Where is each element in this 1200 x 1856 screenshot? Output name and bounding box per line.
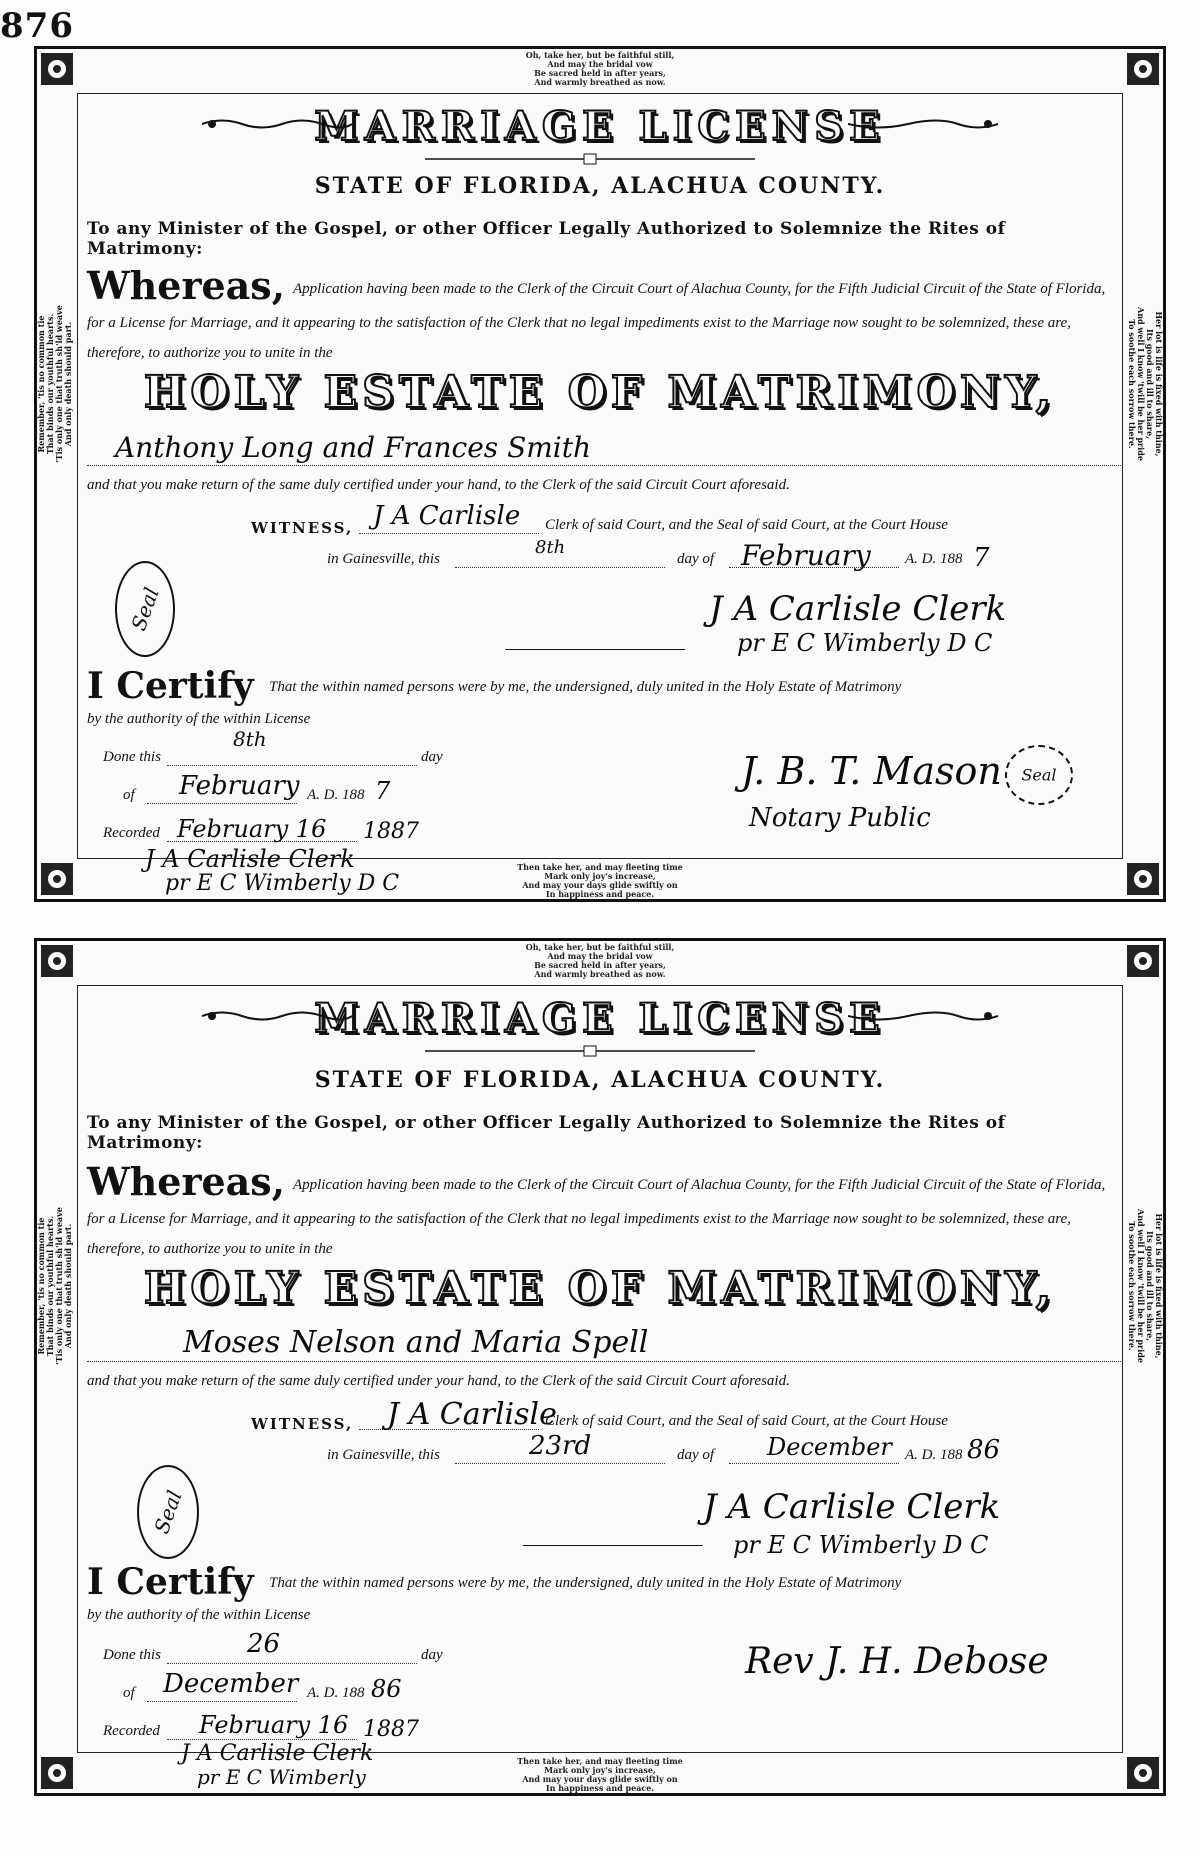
court-seal: Seal: [137, 1465, 199, 1559]
of-label: of: [123, 787, 135, 803]
clerk-signature: J A Carlisle Clerk: [703, 1487, 1001, 1527]
address-line: To any Minister of the Gospel, or other Officer Legally Authorized to Solemnize the Rites of Matrimony:: [87, 219, 1006, 259]
side-verse-left: Remember, 'tis no common tie That binds our youthful hearts. 'Tis only one that truth sh'ld weave And only death should part.: [36, 305, 73, 463]
day-label: day: [421, 749, 443, 765]
certify-heading: I Certify: [87, 665, 254, 707]
certify-heading: I Certify: [87, 1561, 254, 1603]
license-month: February: [741, 539, 871, 572]
title-banner: [37, 103, 1163, 150]
officiant-signature: Rev J. H. Debose: [745, 1641, 1049, 1682]
recorded-clerk: J A Carlisle Clerk: [145, 845, 355, 873]
of-label: of: [123, 1685, 135, 1701]
witness-signature: J A Carlisle: [387, 1397, 557, 1432]
address-line: To any Minister of the Gospel, or other Officer Legally Authorized to Solemnize the Rites of Matrimony:: [87, 1113, 1006, 1153]
license-day: 23rd: [529, 1431, 592, 1461]
divider-rule: [425, 1045, 755, 1057]
ad-text: A. D. 188: [905, 551, 963, 567]
clerk-text: Clerk of said Court, and the Seal of said Court, at the Court House: [545, 1413, 948, 1429]
recorded-label: Recorded: [103, 1723, 160, 1739]
verse-top: Oh, take her, but be faithful still, And may the bridal vow Be sacred held in after years, And warmly breathed as now.: [525, 50, 675, 87]
signature-rule: [505, 649, 685, 650]
license-day: 8th: [535, 537, 566, 558]
couple-names-field: [87, 429, 1123, 466]
authority-text: by the authority of the within License: [87, 1607, 311, 1623]
recorded-label: Recorded: [103, 825, 160, 841]
license-title: MARRIAGE LICENSE: [314, 995, 886, 1042]
witness-label: WITNESS,: [251, 519, 354, 537]
officiant-signature: J. B. T. Mason: [741, 749, 1002, 793]
day-label: day: [421, 1647, 443, 1663]
ad-short-label: A. D. 188: [307, 787, 365, 803]
verse-top: Oh, take her, but be faithful still, And may the bridal vow Be sacred held in after years, And warmly breathed as now.: [525, 942, 675, 979]
scroll-ornament-icon: [848, 1009, 998, 1023]
verse-bottom: Then take her, and may fleeting time Mark only joy's increase, And may your days glide swiftly on In happiness and peace.: [517, 1756, 683, 1793]
license-year: 86: [967, 1435, 1001, 1465]
side-verse-right: Her lot is life is fixed with thine, Its good and ill to share, And well I know 'twill be her pride To soothe each sorrow there.: [1127, 307, 1164, 461]
marriage-license-1: [34, 46, 1166, 902]
clerk-text: Clerk of said Court, and the Seal of said Court, at the Court House: [545, 517, 948, 533]
holy-estate-heading: HOLY ESTATE OF MATRIMONY,: [143, 367, 1057, 418]
clerk-signature: J A Carlisle Clerk: [709, 589, 1007, 629]
authority-text: by the authority of the within License: [87, 711, 311, 727]
scroll-ornament-icon: [202, 117, 352, 131]
return-text: and that you make return of the same duly certified under your hand, to the Clerk of the said Circuit Court aforesaid.: [87, 1373, 790, 1389]
day-of-text: day of: [677, 1447, 715, 1463]
license-title: MARRIAGE LICENSE: [314, 103, 886, 150]
state-heading: STATE OF FLORIDA, ALACHUA COUNTY.: [314, 1067, 886, 1093]
side-verse-right: Her lot is life is fixed with thine, Its good and ill to share, And well I know 'twill be her pride To soothe each sorrow there.: [1127, 1209, 1164, 1363]
recorded-year: 1887: [363, 819, 419, 844]
done-day: 8th: [233, 727, 267, 751]
done-this-label: Done this: [103, 749, 161, 765]
couple-names: Anthony Long and Frances Smith: [115, 431, 592, 464]
couple-names: Moses Nelson and Maria Spell: [183, 1325, 649, 1360]
inner-border: [77, 985, 1123, 1753]
application-text: Whereas, Application having been made to the Clerk of the Circuit Court of Alachua County, for the Fifth Judicial Circuit of the State of Florida, for a License for Marriage, and it appearing to the satisfaction of the Clerk that no legal impediments exist to the Marriage now sought to be solemnized, these are, therefore, to authorize you to unite in the: [87, 1159, 1106, 1257]
marriage-license-2: [34, 938, 1166, 1796]
application-text: Whereas, Application having been made to the Clerk of the Circuit Court of Alachua County, for the Fifth Judicial Circuit of the State of Florida, for a License for Marriage, and it appearing to the satisfaction of the Clerk that no legal impediments exist to the Marriage now sought to be solemnized, these are, therefore, to authorize you to unite in the: [87, 263, 1106, 361]
court-seal: Seal: [115, 561, 175, 657]
whereas-heading: Whereas,: [87, 1159, 285, 1204]
ad-short-label: A. D. 188: [307, 1685, 365, 1701]
ad-text: A. D. 188: [905, 1447, 963, 1463]
divider-rule: [425, 153, 755, 165]
deputy-signature: pr E C Wimberly D C: [733, 1531, 989, 1559]
done-month: December: [163, 1669, 299, 1699]
scroll-ornament-icon: [848, 117, 998, 131]
certify-text: That the within named persons were by me, the undersigned, duly united in the Holy Estate of Matrimony: [269, 1575, 902, 1591]
done-year: 7: [375, 777, 391, 805]
holy-estate-heading: HOLY ESTATE OF MATRIMONY,: [143, 1263, 1057, 1314]
verse-bottom: Then take her, and may fleeting time Mark only joy's increase, And may your days glide swiftly on In happiness and peace.: [517, 862, 683, 899]
witness-label: WITNESS,: [251, 1415, 354, 1433]
signature-rule: [523, 1545, 703, 1546]
notary-seal: Seal: [1005, 745, 1073, 805]
recorded-deputy: pr E C Wimberly D C: [165, 871, 400, 896]
whereas-heading: Whereas,: [87, 263, 285, 308]
done-day: 26: [247, 1629, 281, 1659]
day-of-text: day of: [677, 551, 715, 567]
couple-names-field: [87, 1325, 1123, 1362]
witness-signature: J A Carlisle: [373, 501, 521, 531]
done-month: February: [179, 771, 300, 801]
scroll-ornament-icon: [202, 1009, 352, 1023]
recorded-year: 1887: [363, 1717, 419, 1742]
officiant-title: Notary Public: [749, 803, 931, 833]
license-month: December: [767, 1433, 892, 1461]
return-text: and that you make return of the same duly certified under your hand, to the Clerk of the said Circuit Court aforesaid.: [87, 477, 790, 493]
done-year: 86: [371, 1675, 402, 1703]
recorded-date: February 16: [199, 1711, 349, 1739]
done-this-label: Done this: [103, 1647, 161, 1663]
side-verse-left: Remember, 'tis no common tie That binds our youthful hearts. 'Tis only one that truth sh'ld weave And only death should part.: [36, 1207, 73, 1365]
page-number: 876: [0, 6, 74, 46]
recorded-clerk: J A Carlisle Clerk: [181, 1741, 374, 1766]
state-heading: STATE OF FLORIDA, ALACHUA COUNTY.: [314, 173, 886, 199]
gainesville-text: in Gainesville, this: [327, 551, 440, 567]
license-year: 7: [973, 543, 990, 573]
gainesville-text: in Gainesville, this: [327, 1447, 440, 1463]
recorded-date: February 16: [177, 815, 327, 843]
deputy-signature: pr E C Wimberly D C: [737, 629, 993, 657]
certify-text: That the within named persons were by me, the undersigned, duly united in the Holy Estate of Matrimony: [269, 679, 902, 695]
recorded-deputy: pr E C Wimberly: [197, 1765, 366, 1789]
title-banner: [37, 995, 1163, 1042]
